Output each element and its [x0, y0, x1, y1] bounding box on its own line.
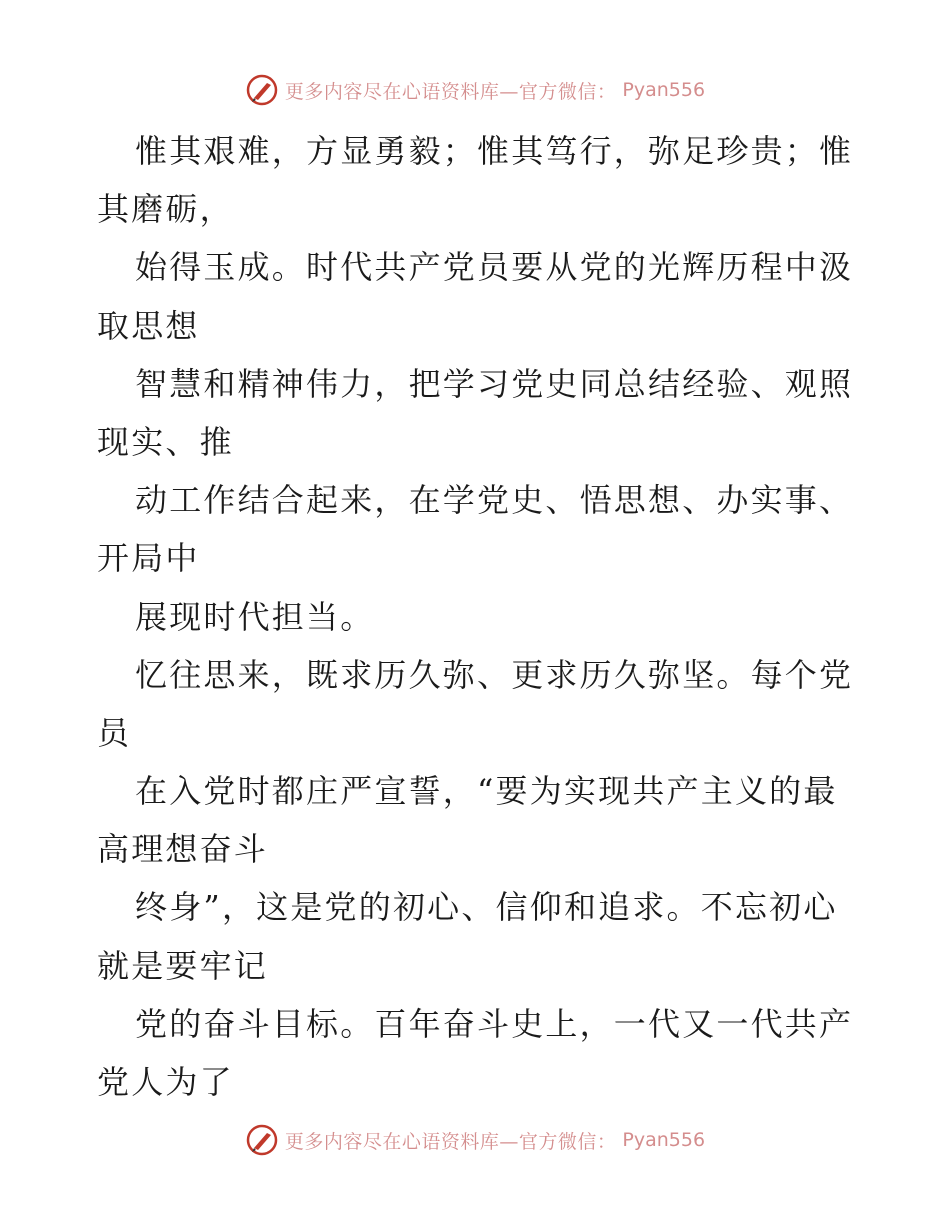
text-line: 员 — [97, 713, 132, 752]
text-line: 惟其艰难，方显勇毅；惟其笃行，弥足珍贵；惟 — [135, 132, 854, 170]
text-line: 在入党时都庄严宣誓，“要为实现共产主义的最 — [135, 772, 838, 811]
feather-pen-logo-icon — [245, 73, 279, 107]
text-line: 就是要牢记 — [97, 946, 269, 985]
watermark-text: 更多内容尽在心语资料库—官方微信： — [284, 80, 617, 103]
watermark-text: 更多内容尽在心语资料库—官方微信： — [284, 1130, 617, 1153]
feather-pen-logo-icon — [245, 1123, 279, 1157]
text-line: 展现时代担当。 — [135, 597, 375, 636]
text-line: 取思想 — [97, 306, 200, 345]
text-line: 动工作结合起来，在学党史、悟思想、办实事、 — [135, 481, 854, 520]
watermark-wechat-id: Pyan556 — [622, 79, 706, 101]
text-line: 开局中 — [97, 539, 200, 578]
document-body — [97, 122, 857, 1111]
text-line: 忆往思来，既求历久弥、更求历久弥坚。每个党 — [135, 655, 854, 694]
text-line: 其磨砺， — [97, 190, 234, 229]
watermark-header — [0, 70, 950, 110]
watermark-footer — [0, 1120, 950, 1160]
text-line: 现实、推 — [97, 422, 234, 461]
text-line: 高理想奋斗 — [97, 830, 269, 869]
text-line: 终身”，这是党的初心、信仰和追求。不忘初心 — [135, 888, 838, 927]
text-line: 始得玉成。时代共产党员要从党的光辉历程中汲 — [135, 248, 854, 287]
text-line: 智慧和精神伟力，把学习党史同总结经验、观照 — [135, 364, 854, 403]
text-line: 党人为了 — [97, 1063, 234, 1101]
watermark-wechat-id: Pyan556 — [622, 1129, 706, 1151]
text-line: 党的奋斗目标。百年奋斗史上，一代又一代共产 — [135, 1004, 854, 1043]
